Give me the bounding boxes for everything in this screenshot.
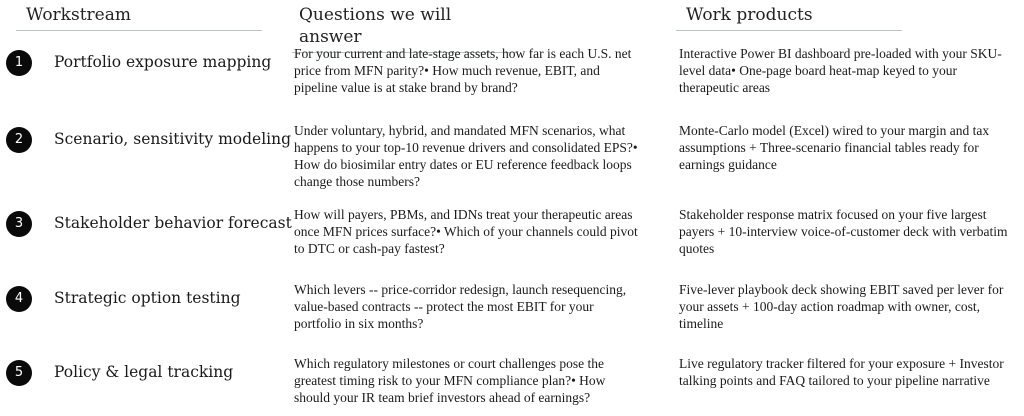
header-workstream: Workstream [16, 4, 262, 31]
workstream-name: Strategic option testing [54, 289, 241, 307]
questions-text: How will payers, PBMs, and IDNs treat your therapeutic areas once MFN prices surface?• Which of your channels could pivot to DTC or cash-pay fastest? [294, 207, 638, 256]
row-number-badge: 4 [6, 286, 32, 312]
workstream-name: Policy & legal tracking [54, 363, 234, 381]
workstream-name: Portfolio exposure mapping [54, 53, 272, 71]
questions-text: Which levers -- price-corridor redesign, launch resequencing, value-based contracts -- protect the most EBIT for your portfolio in six months? [294, 282, 627, 331]
questions-text: Which regulatory milestones or court challenges pose the greatest timing risk to your MFN compliance plan?• How should your IR team brief investors ahead of earnings? [294, 356, 606, 405]
row-number-badge: 5 [6, 360, 32, 386]
work-products-text: Five-lever playbook deck showing EBIT saved per lever for your assets + 100-day action roadmap with owner, cost, timeline [679, 282, 1004, 331]
work-products-text: Interactive Power BI dashboard pre-loaded with your SKU-level data• One-page board heat-map keyed to your therapeutic areas [679, 46, 1002, 95]
row-number-badge: 3 [6, 211, 32, 237]
questions-text: Under voluntary, hybrid, and mandated MFN scenarios, what happens to your top-10 revenue drivers and consolidated EPS?• How do biosimilar entry dates or EU reference feedback loops change those numbers? [294, 123, 638, 189]
work-products-text: Stakeholder response matrix focused on your five largest payers + 10-interview voice-of-customer deck with verbatim quotes [679, 207, 1008, 256]
header-questions: Questions we will answer [292, 4, 518, 53]
row-number-badge: 2 [6, 127, 32, 153]
questions-text: For your current and late-stage assets, how far is each U.S. net price from MFN parity?• How much revenue, EBIT, and pipeline value is at stake brand by brand? [294, 46, 632, 95]
work-products-text: Monte-Carlo model (Excel) wired to your margin and tax assumptions + Three-scenario financial tables ready for earnings guidance [679, 123, 990, 172]
row-number-badge: 1 [6, 50, 32, 76]
workstream-name: Stakeholder behavior forecast [54, 214, 292, 232]
header-work-products: Work products [676, 4, 902, 31]
work-products-text: Live regulatory tracker filtered for your exposure + Investor talking points and FAQ tailored to your pipeline narrative [679, 356, 1004, 388]
workstream-name: Scenario, sensitivity modeling [54, 130, 292, 148]
